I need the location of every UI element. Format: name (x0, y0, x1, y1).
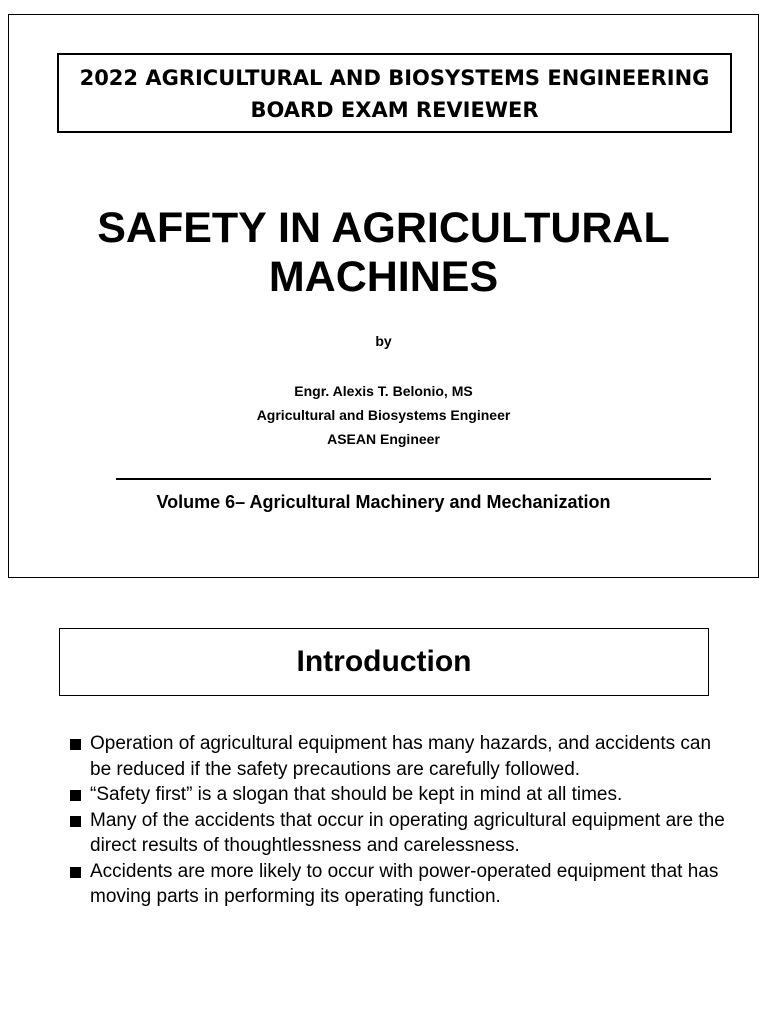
document-title-line-1: SAFETY IN AGRICULTURAL (97, 204, 670, 252)
volume-subtitle: Volume 6– Agricultural Machinery and Mechanization (156, 492, 611, 512)
introduction-bullet-list (68, 731, 728, 910)
exam-reviewer-banner (57, 53, 732, 133)
author-block (9, 379, 758, 451)
bullet-text: Many of the accidents that occur in operating agricultural equipment are the direct results of thoughtlessness and carelessness. (90, 809, 725, 856)
bullet-text: Accidents are more likely to occur with power-operated equipment that has moving parts in performing its operating function. (90, 860, 719, 907)
square-bullet-icon (70, 739, 81, 750)
exam-reviewer-line-2: BOARD EXAM REVIEWER (250, 98, 539, 122)
bullet-text: “Safety first” is a slogan that should be kept in mind at all times. (90, 784, 623, 805)
list-item (68, 808, 728, 859)
by-label: by (375, 333, 392, 349)
introduction-heading: Introduction (59, 628, 709, 696)
title-slide (8, 14, 759, 578)
list-item (68, 859, 728, 910)
list-item (68, 782, 728, 808)
document-title (9, 204, 758, 302)
square-bullet-icon (70, 816, 81, 827)
square-bullet-icon (70, 790, 81, 801)
document-title-line-2: MACHINES (268, 253, 499, 301)
author-name: Engr. Alexis T. Belonio, MS (294, 383, 473, 399)
divider-line (116, 478, 711, 480)
square-bullet-icon (70, 867, 81, 878)
bullet-text: Operation of agricultural equipment has many hazards, and accidents can be reduced if the safety precautions are carefully followed. (90, 733, 712, 780)
author-credential: ASEAN Engineer (327, 431, 440, 447)
author-role: Agricultural and Biosystems Engineer (256, 407, 511, 423)
exam-reviewer-line-1: 2022 AGRICULTURAL AND BIOSYSTEMS ENGINEERING (79, 66, 710, 90)
list-item (68, 731, 728, 782)
